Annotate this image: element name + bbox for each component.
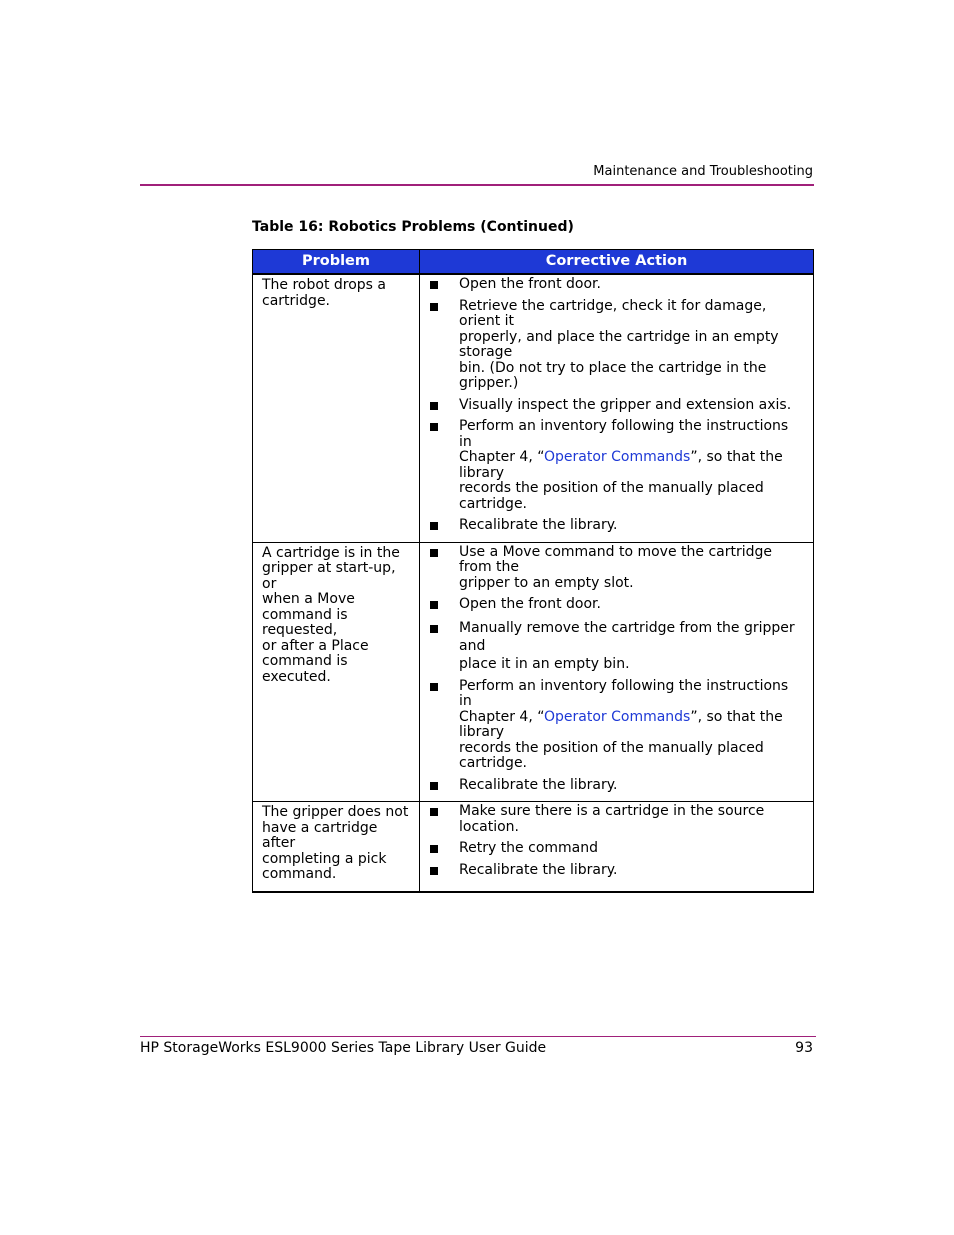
square-bullet-icon bbox=[430, 625, 438, 633]
footer-rule bbox=[140, 1036, 816, 1037]
command-name-move: Move bbox=[502, 543, 541, 560]
action-cell bbox=[420, 274, 814, 542]
robotics-problems-table bbox=[252, 249, 814, 893]
list-item: Retry the command bbox=[426, 841, 805, 857]
column-header-corrective-action: Corrective Action bbox=[420, 250, 814, 275]
square-bullet-icon bbox=[430, 402, 438, 410]
square-bullet-icon bbox=[430, 549, 438, 557]
operator-commands-link[interactable]: Operator Commands bbox=[543, 449, 691, 465]
problem-cell: The gripper does not have a cartridge after completing a pick command. bbox=[253, 802, 420, 892]
footer-document-title: HP StorageWorks ESL9000 Series Tape Library User Guide bbox=[140, 1040, 547, 1056]
square-bullet-icon bbox=[430, 782, 438, 790]
list-item: Recalibrate the library. bbox=[426, 778, 805, 794]
list-item: Perform an inventory following the instructions in Chapter 4, “Operator Commands”, so that the library records the position of the manually placed cartridge. bbox=[426, 419, 805, 512]
command-name-move: Move bbox=[317, 591, 355, 607]
table-row bbox=[253, 542, 814, 802]
square-bullet-icon bbox=[430, 808, 438, 816]
action-cell bbox=[420, 802, 814, 892]
command-name-place: Place bbox=[331, 637, 369, 654]
header-rule bbox=[140, 184, 814, 186]
list-item: Use a Move command to move the cartridge from the gripper to an empty slot. bbox=[426, 545, 805, 592]
square-bullet-icon bbox=[430, 845, 438, 853]
list-item: Recalibrate the library. bbox=[426, 863, 805, 879]
list-item: Open the front door. bbox=[426, 597, 805, 613]
list-item: Perform an inventory following the instructions in Chapter 4, “Operator Commands”, so that the library records the position of the manually placed cartridge. bbox=[426, 679, 805, 772]
list-item: Retrieve the cartridge, check it for damage, orient it properly, and place the cartridge in an empty storage bin. (Do not try to place the cartridge in the gripper.) bbox=[426, 299, 805, 392]
list-item: Make sure there is a cartridge in the source location. bbox=[426, 804, 805, 835]
square-bullet-icon bbox=[430, 522, 438, 530]
square-bullet-icon bbox=[430, 303, 438, 311]
problem-cell: The robot drops a cartridge. bbox=[253, 274, 420, 542]
problem-cell: A cartridge is in the gripper at start-up, or when a Move command is requested, or after a Place command is executed. bbox=[253, 542, 420, 802]
square-bullet-icon bbox=[430, 683, 438, 691]
page-number: 93 bbox=[795, 1040, 813, 1056]
list-item: Visually inspect the gripper and extension axis. bbox=[426, 398, 805, 414]
action-cell bbox=[420, 542, 814, 802]
square-bullet-icon bbox=[430, 867, 438, 875]
square-bullet-icon bbox=[430, 601, 438, 609]
table-title: Table 16: Robotics Problems (Continued) bbox=[252, 219, 574, 235]
column-header-problem: Problem bbox=[253, 250, 420, 275]
square-bullet-icon bbox=[430, 281, 438, 289]
list-item: Open the front door. bbox=[426, 277, 805, 293]
square-bullet-icon bbox=[430, 423, 438, 431]
table-row bbox=[253, 802, 814, 892]
operator-commands-link[interactable]: Operator Commands bbox=[543, 708, 691, 725]
list-item: Recalibrate the library. bbox=[426, 518, 805, 534]
running-header: Maintenance and Troubleshooting bbox=[593, 164, 813, 179]
table-row bbox=[253, 274, 814, 542]
list-item: Manually remove the cartridge from the gripper and place it in an empty bin. bbox=[426, 619, 805, 673]
